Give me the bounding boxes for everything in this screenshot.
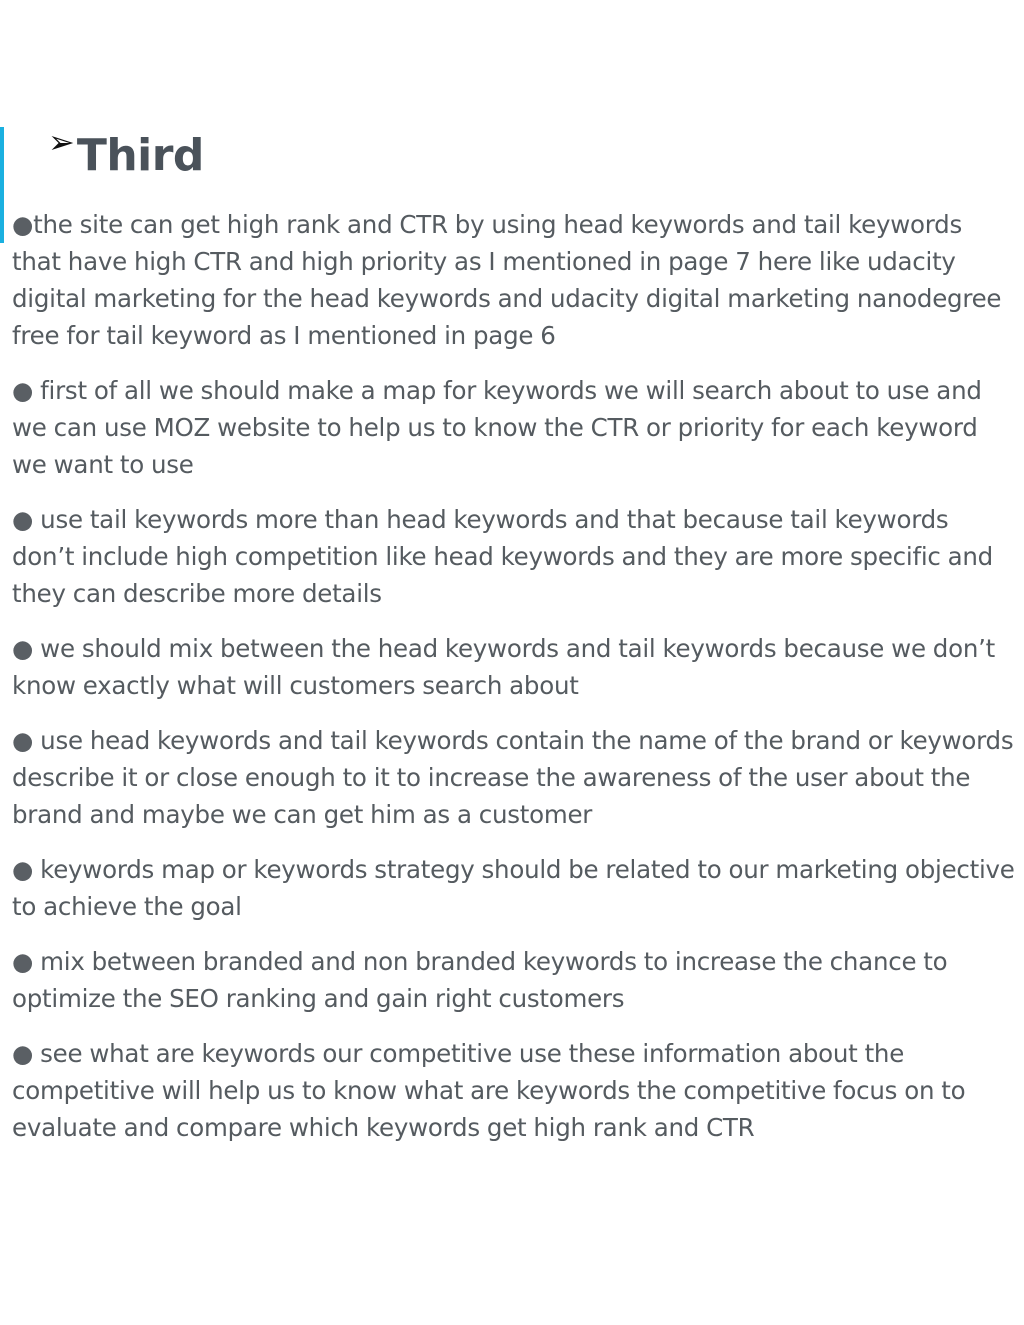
bullet-dot-icon: ●	[12, 947, 41, 976]
list-item-text: keywords map or keywords strategy should be related to our marketing objective to achieve the goal	[12, 855, 1015, 921]
bullet-dot-icon: ●	[12, 726, 41, 755]
list-item	[12, 206, 1017, 354]
list-item-text: mix between branded and non branded keywords to increase the chance to optimize the SEO ranking and gain right customers	[12, 947, 948, 1013]
bullet-dot-icon: ●	[12, 210, 34, 239]
bullet-dot-icon: ●	[12, 505, 41, 534]
list-item	[12, 1035, 1017, 1146]
list-item-text: first of all we should make a map for keywords we will search about to use and we can use MOZ website to help us to know the CTR or priority for each keyword we want to use	[12, 376, 982, 479]
list-item-text: use head keywords and tail keywords contain the name of the brand or keywords describe it or close enough to it to increase the awareness of the user about the brand and maybe we can get him as a customer	[12, 726, 1014, 829]
list-item	[12, 851, 1017, 925]
list-item-text: use tail keywords more than head keywords and that because tail keywords don’t include high competition like head keywords and they are more specific and they can describe more details	[12, 505, 993, 608]
list-item	[12, 943, 1017, 1017]
bullet-dot-icon: ●	[12, 376, 41, 405]
section-title: Third	[76, 130, 204, 181]
bullet-dot-icon: ●	[12, 855, 41, 884]
bullet-dot-icon: ●	[12, 1039, 41, 1068]
list-item-text: the site can get high rank and CTR by using head keywords and tail keywords that have high CTR and high priority as I mentioned in page 7 here like udacity digital marketing for the head keywords and udacity digital marketing nanodegree free for tail keyword as I mentioned in page 6	[12, 210, 1002, 350]
list-item	[12, 630, 1017, 704]
section-heading	[48, 123, 204, 186]
list-item-text: see what are keywords our competitive use these information about the competitive will help us to know what are keywords the competitive focus on to evaluate and compare which keywords get high rank and CTR	[12, 1039, 966, 1142]
bullet-list	[12, 206, 1017, 1164]
arrow-bullet-icon: ➢	[48, 123, 75, 161]
accent-bar	[0, 127, 4, 243]
list-item-text: we should mix between the head keywords and tail keywords because we don’t know exactly what will customers search about	[12, 634, 996, 700]
list-item	[12, 372, 1017, 483]
list-item	[12, 501, 1017, 612]
list-item	[12, 722, 1017, 833]
bullet-dot-icon: ●	[12, 634, 41, 663]
